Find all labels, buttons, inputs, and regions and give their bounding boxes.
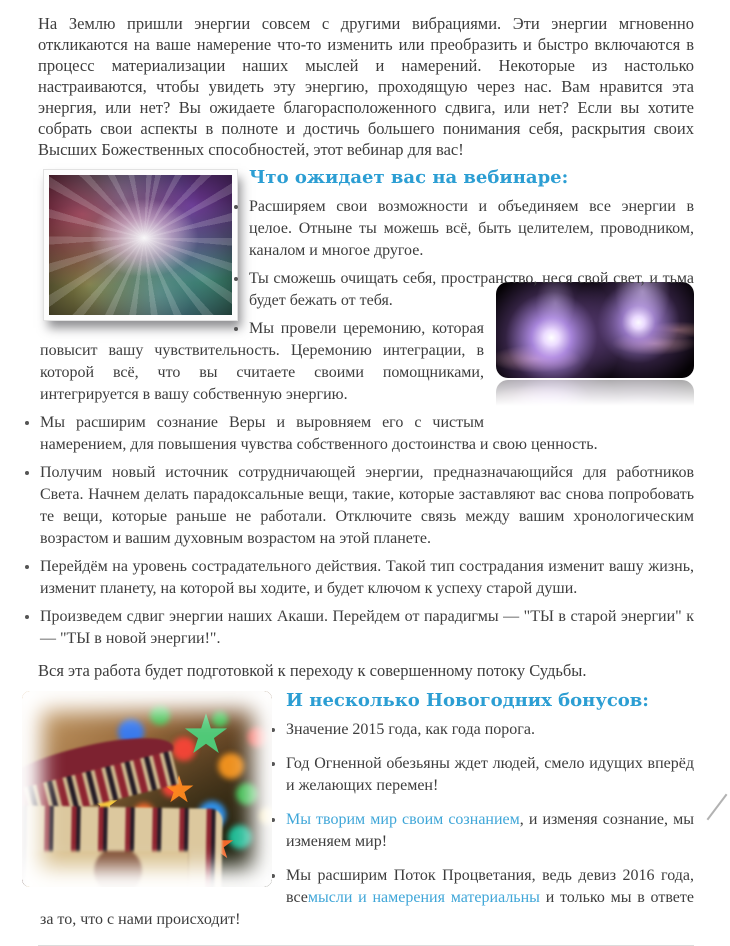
list-item xyxy=(40,556,694,600)
new-year-gifts-image xyxy=(22,691,272,887)
item-text: , и изменяя сознание, мы изменяем мир! xyxy=(286,811,694,850)
item-text: Мы расширим Поток Процветания, ведь девиз 2016 года, все xyxy=(286,867,694,906)
bonus-section-heading: И несколько Новогодних бонусов: xyxy=(286,690,649,711)
hands-image-reflection xyxy=(496,380,694,408)
link-we-create-world[interactable]: Мы творим мир своим сознанием xyxy=(286,811,520,828)
item-text: Перейдём на уровень сострадательного действия. Такой тип сострадания изменит вашу жизнь, изменит планету, на которой вы ходите, и будет ключом к успеху старой души. xyxy=(40,558,694,597)
list-item xyxy=(40,412,694,456)
item-text: и только мы в ответе за то, что с нами происходит! xyxy=(40,889,694,928)
item-text: Год Огненной обезьяны ждет людей, смело идущих вперёд и желающих перемен! xyxy=(286,755,694,794)
list-item xyxy=(40,318,694,406)
hands-light-image-canvas xyxy=(496,282,694,378)
fractal-flower-image xyxy=(44,170,237,320)
summary-note: Вся эта работа будет подготовкой к переходу к совершенному потоку Судьбы. xyxy=(38,661,587,680)
intro-paragraph: На Землю пришли энергии совсем с другими вибрациями. Эти энергии мгновенно откликаются на ваше намерение что-то изменить или преобразить и быстро включаются в процесс материализации наших мыслей и намерений. Некоторые из настолько настраиваются, чтобы увидеть эту энергию, проходящую через нас. Вам нравится эта энергия, или нет? Вы ожидаете благорасположенного сдвига, или нет? Если вы хотите собрать свои аспекты в полноте и достичь большего понимания себя, раскрытия своих Высших Божественных способностей, этот вебинар для вас! xyxy=(38,14,694,159)
item-text: Расширяем свои возможности и объединяем все энергии в целое. Отныне ты можешь всё, быть целителем, проводником, каналом и многое другое. xyxy=(249,198,694,259)
webinar-section-heading: Что ожидает вас на вебинаре: xyxy=(249,167,569,188)
hands-light-image xyxy=(496,282,694,408)
fractal-flower-image-canvas xyxy=(44,170,237,320)
link-thoughts-are-material[interactable]: мысли и намерения материальны xyxy=(307,889,540,906)
item-text: Мы расширим сознание Веры и выровняем его с чистым намерением, для повышения чувства собственного достоинства и свою ценность. xyxy=(40,414,598,453)
item-text: Мы провели церемонию, которая повысит вашу чувствительность. Церемонию интеграции, в которой всё, что вы считаете своими помощниками, интегрируется в вашу собственную энергию. xyxy=(40,320,484,403)
list-item xyxy=(40,462,694,550)
item-text: Произведем сдвиг энергии наших Акаши. Перейдем от парадигмы — "ТЫ в старой энергии" к — "ТЫ в новой энергии!". xyxy=(40,608,694,647)
item-text: Получим новый источник сотрудничающей энергии, предназначающийся для работников Света. Начнем делать парадоксальные вещи, такие, которые заставляют вас снова попробовать те вещи, которые раньше не работали. Отключите связь между вашим хронологическим возрастом и вашим духовным возрастом на этой планете. xyxy=(40,464,694,547)
item-text: Ты сможешь очищать себя, пространство, неся свой свет, и тьма будет бежать от тебя. xyxy=(249,270,694,309)
list-item xyxy=(40,606,694,650)
new-year-gifts-image-canvas xyxy=(22,691,272,887)
item-text: Значение 2015 года, как года порога. xyxy=(286,721,535,738)
